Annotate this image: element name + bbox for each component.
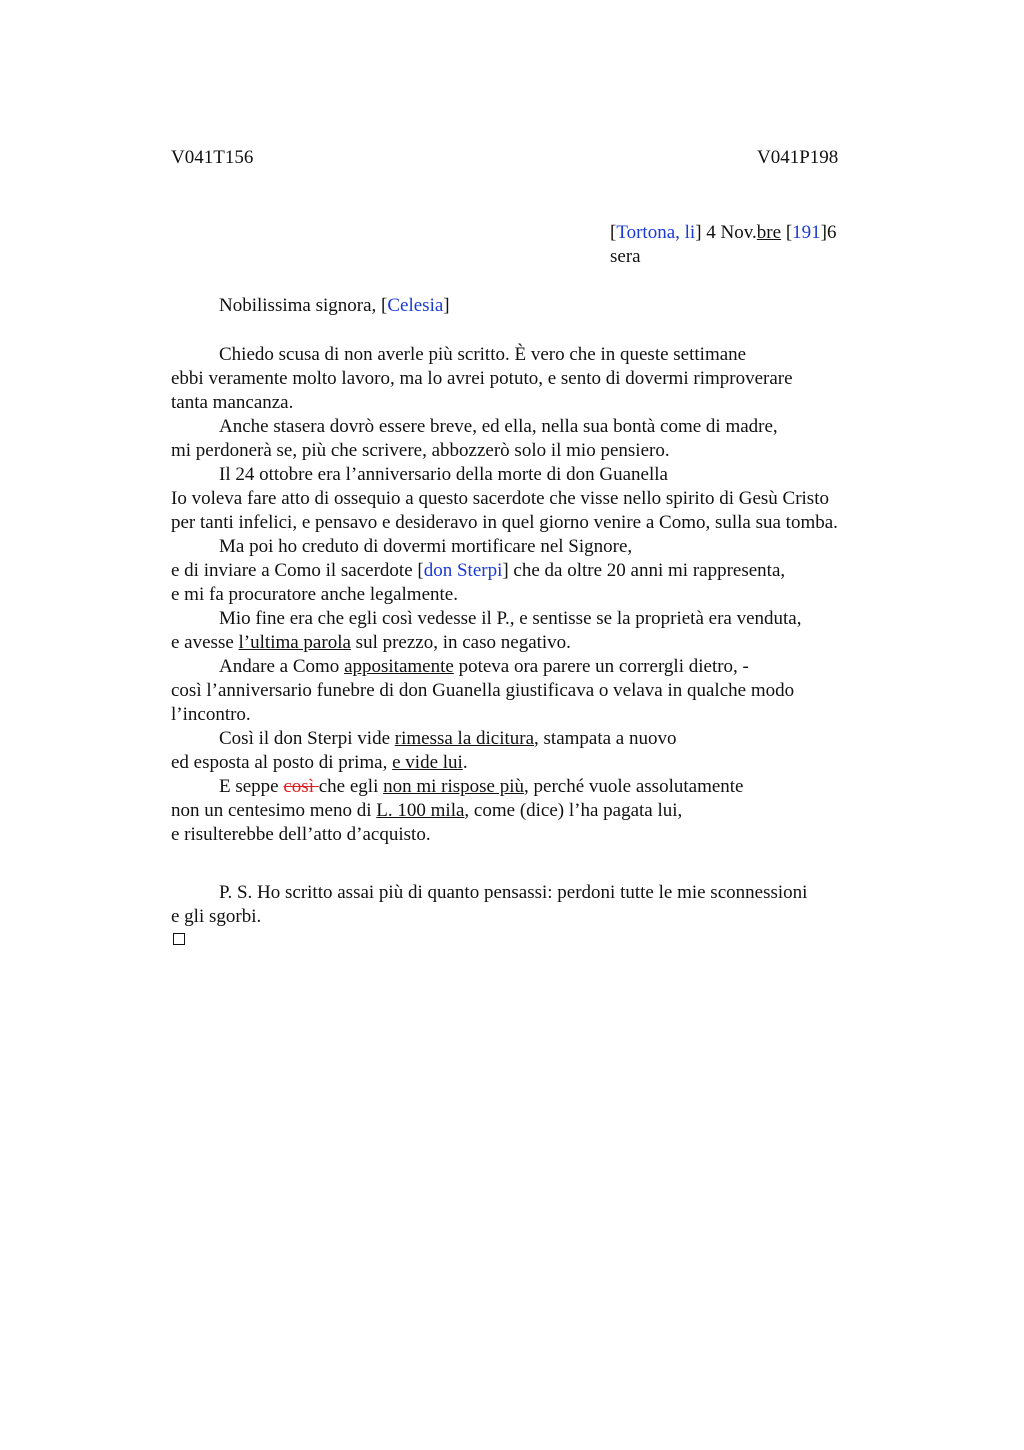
document-code-left: V041T156 [171, 147, 254, 168]
body-line: per tanti infelici, e pensavo e desideravo in quel giorno venire a Como, sulla sua tomba. [171, 512, 838, 533]
recipient-name: Celesia [387, 295, 444, 316]
body-line: e di inviare a Como il sacerdote [don Sterpi] che da oltre 20 anni mi rappresenta, [171, 560, 786, 581]
document-code-right: V041P198 [757, 147, 839, 168]
body-line: tanta mancanza. [171, 392, 294, 413]
body-line: l’incontro. [171, 704, 251, 725]
underlined-text: L. 100 mila [376, 800, 465, 821]
deleted-text: così [283, 776, 319, 797]
postscript-line: P. S. Ho scritto assai più di quanto pensassi: perdoni tutte le mie sconnessioni [219, 882, 808, 903]
salutation: Nobilissima signora, [Celesia] [219, 295, 450, 316]
postscript-line: e gli sgorbi. [171, 906, 262, 927]
dateline-time: sera [610, 246, 641, 267]
end-marker-box [173, 933, 185, 945]
underlined-text: non mi rispose più [383, 776, 525, 797]
body-line: e avesse l’ultima parola sul prezzo, in caso negativo. [171, 632, 571, 653]
body-line: così l’anniversario funebre di don Guanella giustificava o velava in qualche modo [171, 680, 795, 701]
body-line: e mi fa procuratore anche legalmente. [171, 584, 458, 605]
body-line: ed esposta al posto di prima, e vide lui. [171, 752, 468, 773]
underlined-text: e vide lui [392, 752, 463, 773]
body-line: non un centesimo meno di L. 100 mila, come (dice) l’ha pagata lui, [171, 800, 683, 821]
underlined-text: l’ultima parola [238, 632, 351, 653]
body-line: Chiedo scusa di non averle più scritto. È vero che in queste settimane [219, 344, 747, 365]
body-line: Io voleva fare atto di ossequio a questo sacerdote che visse nello spirito di Gesù Cristo [171, 488, 829, 509]
dateline-place: Tortona, li [616, 222, 696, 243]
body-line: E seppe così che egli non mi rispose più, perché vuole assolutamente [219, 776, 744, 797]
body-line: mi perdonerà se, più che scrivere, abbozzerò solo il mio pensiero. [171, 440, 670, 461]
letter-body [171, 343, 838, 847]
body-line: Così il don Sterpi vide rimessa la dicitura, stampata a nuovo [219, 728, 677, 749]
body-line: e risulterebbe dell’atto d’acquisto. [171, 824, 431, 845]
body-line: Mio fine era che egli così vedesse il P., e sentisse se la proprietà era venduta, [219, 608, 802, 629]
postscript [171, 881, 807, 929]
underlined-text: rimessa la dicitura [394, 728, 535, 749]
dateline-year-editorial: 191 [792, 222, 821, 243]
body-line: Ma poi ho creduto di dovermi mortificare nel Signore, [219, 536, 633, 557]
body-line: Andare a Como appositamente poteva ora parere un corrergli dietro, - [219, 656, 749, 677]
body-line: ebbi veramente molto lavoro, ma lo avrei potuto, e sento di dovermi rimproverare [171, 368, 793, 389]
body-line: Il 24 ottobre era l’anniversario della morte di don Guanella [219, 464, 668, 485]
body-line: Anche stasera dovrò essere breve, ed ella, nella sua bontà come di madre, [219, 416, 778, 437]
underlined-text: appositamente [344, 656, 454, 677]
editorial-name: don Sterpi [423, 560, 503, 581]
dateline: [Tortona, li] 4 Nov.bre [191]6 [610, 222, 837, 243]
